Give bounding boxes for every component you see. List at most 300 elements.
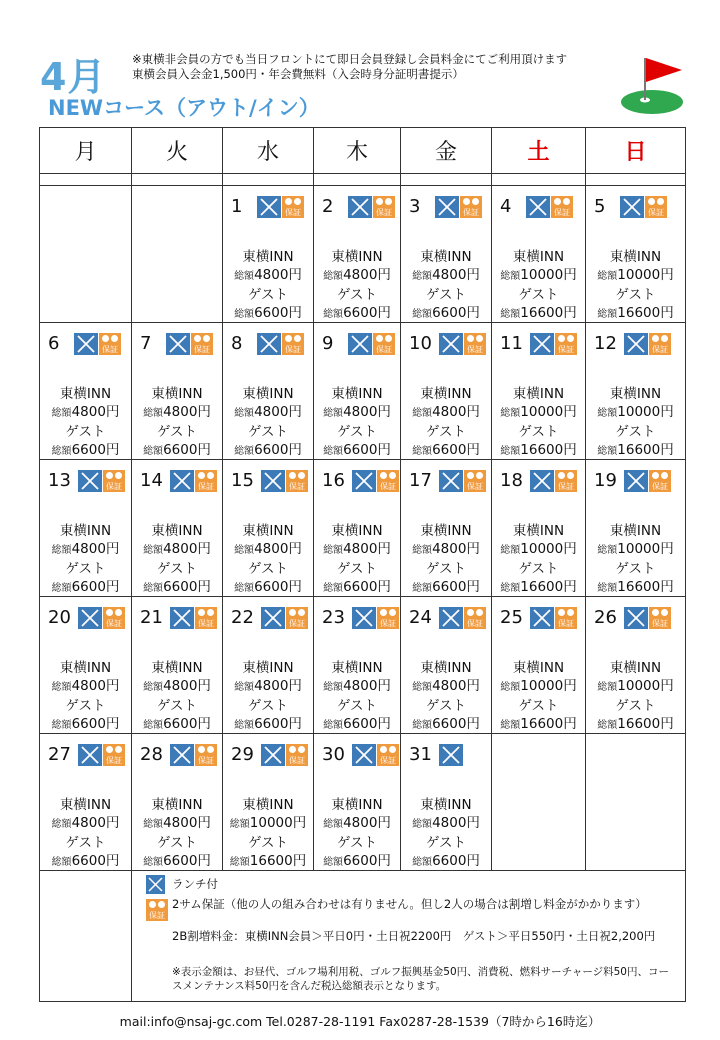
guest-label: ゲスト [615, 287, 656, 303]
fork-knife-icon [170, 470, 194, 492]
day-icons [352, 470, 399, 492]
guest-label: ゲスト [248, 424, 288, 440]
strip-cell [40, 174, 132, 186]
day-icons [261, 744, 308, 766]
day-icons [257, 333, 304, 355]
day-icons [348, 196, 395, 218]
day-cell[interactable] [492, 460, 586, 597]
two-smile-guarantee-icon: 保証 [377, 470, 399, 492]
day-cell[interactable] [40, 323, 132, 460]
two-smile-guarantee-icon: 保証 [464, 607, 486, 629]
day-prices [401, 385, 491, 461]
day-icons [435, 196, 482, 218]
day-cell[interactable] [401, 186, 492, 323]
note-line-2: 東横会員入会金1,500円・年会費無料（入会時身分証明書提示） [132, 67, 464, 81]
fork-knife-icon [348, 333, 372, 355]
two-smile-guarantee-icon: 保証 [373, 333, 395, 355]
day-icons [352, 607, 399, 629]
note-line-1: ※東横非会員の方でも当日フロントにて即日会員登録し会員料金にてご利用頂けます [132, 52, 568, 66]
legend [40, 869, 685, 1001]
day-number: 31 [409, 744, 432, 765]
member-price: 総額10000円 [500, 267, 577, 283]
guest-price: 総額6600円 [51, 716, 120, 732]
fork-knife-icon [439, 470, 463, 492]
guest-price: 総額6600円 [323, 579, 391, 595]
day-cell[interactable] [401, 323, 492, 460]
day-number: 2 [322, 196, 334, 217]
plan-name: 東横INN [59, 660, 112, 676]
day-cell[interactable] [586, 597, 685, 734]
day-prices [223, 522, 313, 598]
member-price: 総額4800円 [143, 678, 211, 694]
day-number: 6 [48, 333, 60, 354]
day-prices [314, 385, 400, 461]
calendar-week [40, 460, 685, 597]
plan-name: 東横INN [59, 797, 112, 813]
weekday-header: 月 [40, 128, 132, 174]
guest-price: 総額6600円 [51, 442, 120, 458]
day-icons [439, 607, 486, 629]
two-smile-guarantee-icon: 保証 [282, 196, 304, 218]
day-number: 27 [48, 744, 71, 765]
course-title: NEWコース（アウト/イン） [48, 96, 320, 120]
guest-price: 総額16600円 [597, 579, 674, 595]
day-number: 3 [409, 196, 421, 217]
two-smile-guarantee-icon: 保証 [286, 607, 308, 629]
two-smile-guarantee-icon: 保証 [146, 899, 168, 921]
fork-knife-icon [624, 470, 648, 492]
guest-label: ゲスト [426, 561, 466, 577]
day-icons [78, 744, 125, 766]
strip-cell [314, 174, 401, 186]
day-prices [314, 522, 400, 598]
day-prices [314, 659, 400, 735]
guest-label: ゲスト [157, 561, 197, 577]
guest-label: ゲスト [615, 698, 656, 714]
fork-knife-icon [74, 333, 98, 355]
day-icons [439, 333, 486, 355]
member-price: 総額4800円 [234, 678, 302, 694]
weekday-header: 木 [314, 128, 401, 174]
fork-knife-icon [439, 744, 463, 766]
day-cell[interactable] [132, 734, 223, 871]
day-cell[interactable] [586, 323, 685, 460]
fork-knife-icon [435, 196, 459, 218]
day-cell[interactable] [492, 186, 586, 323]
day-number: 17 [409, 470, 432, 491]
plan-name: 東横INN [242, 523, 294, 539]
plan-name: 東横INN [242, 660, 294, 676]
member-price: 総額4800円 [412, 404, 480, 420]
day-prices [492, 522, 585, 598]
day-icons [620, 196, 667, 218]
guest-label: ゲスト [518, 424, 559, 440]
day-number: 30 [322, 744, 345, 765]
guest-price: 総額6600円 [412, 579, 480, 595]
member-price: 総額10000円 [229, 815, 307, 831]
member-price: 総額4800円 [323, 815, 391, 831]
footer-contact: mail:info@nsaj-gc.com Tel.0287-28-1191 Fax0287-28-1539（7時から16時迄） [119, 1014, 601, 1029]
fork-knife-icon [352, 470, 376, 492]
day-number: 9 [322, 333, 334, 354]
member-price: 総額4800円 [234, 541, 302, 557]
two-smile-guarantee-icon: 保証 [99, 333, 121, 355]
plan-name: 東横INN [331, 386, 383, 402]
guest-price: 総額16600円 [597, 305, 674, 321]
weekday-header: 金 [401, 128, 492, 174]
day-number: 7 [140, 333, 152, 354]
fork-knife-icon [348, 196, 372, 218]
guest-label: ゲスト [337, 287, 377, 303]
fork-knife-icon [624, 607, 648, 629]
member-price: 総額4800円 [51, 541, 120, 557]
plan-name: 東横INN [59, 386, 112, 402]
fork-knife-icon [257, 333, 281, 355]
day-prices [40, 385, 131, 461]
two-smile-guarantee-icon: 保証 [555, 470, 577, 492]
day-cell[interactable] [314, 734, 401, 871]
guest-price: 総額6600円 [323, 442, 391, 458]
header-strip [40, 174, 685, 186]
fork-knife-icon [439, 333, 463, 355]
day-cell[interactable] [586, 186, 685, 323]
two-smile-guarantee-icon: 保証 [649, 607, 671, 629]
fork-knife-icon [624, 333, 648, 355]
day-cell[interactable] [223, 460, 314, 597]
guest-price: 総額6600円 [143, 579, 211, 595]
guest-label: ゲスト [65, 424, 106, 440]
guest-price: 総額16600円 [500, 716, 577, 732]
fork-knife-icon [261, 607, 285, 629]
day-cell[interactable] [223, 734, 314, 871]
day-cell[interactable] [401, 597, 492, 734]
day-prices [401, 248, 491, 324]
plan-name: 東横INN [242, 249, 294, 265]
guest-price: 総額6600円 [143, 442, 211, 458]
two-smile-guarantee-icon: 保証 [377, 607, 399, 629]
day-icons [530, 470, 577, 492]
day-number: 13 [48, 470, 71, 491]
calendar-grid [39, 127, 686, 1002]
guest-price: 総額16600円 [500, 305, 577, 321]
day-prices [586, 385, 685, 461]
strip-cell [223, 174, 314, 186]
legend-tax-note: ※表示金額は、お昼代、ゴルフ場利用税、ゴルフ振興基金50円、消費税、燃料サーチャージ料50円、コースメンテナンス料50円を含んだ税込総額表示となります。 [172, 966, 669, 992]
day-icons [74, 333, 121, 355]
month-title: 4月 [40, 55, 107, 99]
day-icons [624, 607, 671, 629]
guest-label: ゲスト [65, 561, 106, 577]
plan-name: 東横INN [242, 797, 294, 813]
member-price: 総額4800円 [412, 815, 480, 831]
membership-notes [132, 52, 567, 82]
day-cell[interactable] [132, 597, 223, 734]
weekday-header: 土 [492, 128, 586, 174]
member-price: 総額4800円 [412, 541, 480, 557]
day-prices [223, 796, 313, 872]
day-cell[interactable] [314, 460, 401, 597]
day-cell[interactable] [586, 460, 685, 597]
guest-label: ゲスト [426, 835, 466, 851]
day-icons [170, 744, 217, 766]
guest-price: 総額16600円 [597, 716, 674, 732]
two-smile-guarantee-icon: 保証 [195, 470, 217, 492]
empty-cell [132, 186, 223, 323]
guest-label: ゲスト [518, 561, 559, 577]
two-smile-guarantee-icon: 保証 [464, 333, 486, 355]
guest-label: ゲスト [337, 835, 377, 851]
day-prices [132, 796, 222, 872]
two-smile-guarantee-icon: 保証 [645, 196, 667, 218]
plan-name: 東横INN [512, 523, 565, 539]
guest-label: ゲスト [426, 424, 466, 440]
day-number: 12 [594, 333, 617, 354]
guest-label: ゲスト [426, 698, 466, 714]
plan-name: 東横INN [609, 249, 662, 265]
weekday-header-row [40, 128, 685, 174]
day-cell[interactable] [40, 734, 132, 871]
member-price: 総額4800円 [323, 267, 391, 283]
day-icons [261, 470, 308, 492]
plan-name: 東横INN [512, 386, 565, 402]
plan-name: 東横INN [331, 660, 383, 676]
day-number: 4 [500, 196, 512, 217]
day-icons [257, 196, 304, 218]
day-prices [40, 796, 131, 872]
fork-knife-icon [257, 196, 281, 218]
two-smile-guarantee-icon: 保証 [286, 470, 308, 492]
guest-label: ゲスト [248, 561, 288, 577]
member-price: 総額4800円 [412, 678, 480, 694]
day-number: 28 [140, 744, 163, 765]
plan-name: 東横INN [242, 386, 294, 402]
strip-cell [401, 174, 492, 186]
day-icons [439, 470, 486, 492]
guest-price: 総額6600円 [323, 853, 391, 869]
fork-knife-icon [78, 744, 102, 766]
day-number: 29 [231, 744, 254, 765]
legend-content [132, 869, 685, 1001]
fork-knife-icon [261, 470, 285, 492]
guest-label: ゲスト [615, 561, 656, 577]
guest-price: 総額6600円 [323, 305, 391, 321]
day-icons [166, 333, 213, 355]
legend-guarantee-text: 2サム保証（他の人の組み合わせは有りません。但し2人の場合は割増し料金がかかります） [172, 897, 647, 911]
day-prices [132, 385, 222, 461]
day-icons [352, 744, 399, 766]
member-price: 総額4800円 [323, 404, 391, 420]
two-smile-guarantee-icon: 保証 [460, 196, 482, 218]
golf-flag-icon [620, 52, 686, 118]
day-prices [223, 385, 313, 461]
day-prices [401, 522, 491, 598]
day-cell[interactable] [223, 186, 314, 323]
day-icons [530, 607, 577, 629]
guest-price: 総額6600円 [234, 442, 302, 458]
guest-label: ゲスト [157, 424, 197, 440]
day-cell[interactable] [314, 323, 401, 460]
member-price: 総額4800円 [51, 815, 120, 831]
day-prices [492, 248, 585, 324]
day-cell[interactable] [223, 597, 314, 734]
member-price: 総額10000円 [597, 678, 674, 694]
guest-price: 総額16600円 [500, 442, 577, 458]
guest-label: ゲスト [157, 698, 197, 714]
day-number: 10 [409, 333, 432, 354]
day-cell[interactable] [223, 323, 314, 460]
day-icons [170, 470, 217, 492]
day-icons [624, 333, 671, 355]
member-price: 総額10000円 [500, 678, 577, 694]
guest-label: ゲスト [518, 287, 559, 303]
guest-label: ゲスト [65, 835, 106, 851]
day-cell[interactable] [132, 323, 223, 460]
two-smile-guarantee-icon: 保証 [464, 470, 486, 492]
guest-label: ゲスト [337, 561, 377, 577]
legend-left-column [40, 869, 132, 1001]
day-number: 15 [231, 470, 254, 491]
guest-label: ゲスト [248, 835, 288, 851]
day-cell[interactable] [492, 323, 586, 460]
fork-knife-icon [439, 607, 463, 629]
two-smile-guarantee-icon: 保証 [373, 196, 395, 218]
calendar-week [40, 597, 685, 734]
fork-knife-icon [530, 470, 554, 492]
member-price: 総額10000円 [597, 267, 674, 283]
fork-knife-icon [526, 196, 550, 218]
day-prices [586, 659, 685, 735]
two-smile-guarantee-icon: 保証 [103, 470, 125, 492]
day-number: 26 [594, 607, 617, 628]
member-price: 総額4800円 [51, 404, 120, 420]
day-number: 11 [500, 333, 523, 354]
fork-knife-icon [620, 196, 644, 218]
day-number: 22 [231, 607, 254, 628]
guest-price: 総額16600円 [500, 579, 577, 595]
guest-price: 総額6600円 [412, 305, 480, 321]
plan-name: 東横INN [151, 660, 203, 676]
day-number: 24 [409, 607, 432, 628]
guest-label: ゲスト [615, 424, 656, 440]
calendar-week [40, 323, 685, 460]
guest-price: 総額6600円 [51, 579, 120, 595]
guest-price: 総額6600円 [412, 853, 480, 869]
guest-price: 総額6600円 [323, 716, 391, 732]
empty-cell [40, 186, 132, 323]
day-prices [586, 522, 685, 598]
member-price: 総額10000円 [597, 541, 674, 557]
guest-label: ゲスト [157, 835, 197, 851]
day-number: 14 [140, 470, 163, 491]
guest-label: ゲスト [337, 424, 377, 440]
day-icons [348, 333, 395, 355]
member-price: 総額4800円 [51, 678, 120, 694]
empty-cell [586, 734, 685, 871]
day-cell[interactable] [40, 460, 132, 597]
fork-knife-icon [78, 607, 102, 629]
two-smile-guarantee-icon: 保証 [195, 607, 217, 629]
day-number: 18 [500, 470, 523, 491]
legend-surcharge-text: 2B割増料金：東横INN会員＞平日0円・土日祝2200円 ゲスト＞平日550円・土日祝2,200円 [172, 929, 656, 943]
strip-cell [586, 174, 685, 186]
day-prices [401, 659, 491, 735]
day-prices [132, 659, 222, 735]
day-number: 16 [322, 470, 345, 491]
two-smile-guarantee-icon: 保証 [103, 607, 125, 629]
guest-label: ゲスト [65, 698, 106, 714]
plan-name: 東横INN [59, 523, 112, 539]
plan-name: 東横INN [512, 660, 565, 676]
guest-price: 総額6600円 [234, 579, 302, 595]
plan-name: 東横INN [420, 249, 472, 265]
guest-price: 総額6600円 [143, 716, 211, 732]
day-prices [492, 385, 585, 461]
plan-name: 東横INN [512, 249, 565, 265]
plan-name: 東横INN [420, 797, 472, 813]
day-prices [223, 248, 313, 324]
day-icons [526, 196, 573, 218]
two-smile-guarantee-icon: 保証 [282, 333, 304, 355]
day-cell[interactable] [314, 597, 401, 734]
day-cell[interactable] [492, 597, 586, 734]
member-price: 総額4800円 [143, 541, 211, 557]
two-smile-guarantee-icon: 保証 [551, 196, 573, 218]
day-cell[interactable] [401, 460, 492, 597]
day-number: 8 [231, 333, 243, 354]
calendar-week [40, 186, 685, 323]
member-price: 総額4800円 [143, 815, 211, 831]
member-price: 総額4800円 [323, 678, 391, 694]
day-prices [132, 522, 222, 598]
legend-lunch-text: ランチ付 [172, 877, 218, 891]
plan-name: 東横INN [609, 523, 662, 539]
member-price: 総額4800円 [412, 267, 480, 283]
day-number: 21 [140, 607, 163, 628]
day-icons [624, 470, 671, 492]
day-cell[interactable] [40, 597, 132, 734]
day-cell[interactable] [314, 186, 401, 323]
empty-cell [492, 734, 586, 871]
member-price: 総額10000円 [597, 404, 674, 420]
strip-cell [492, 174, 586, 186]
fork-knife-icon [170, 607, 194, 629]
weekday-header: 火 [132, 128, 223, 174]
day-number: 23 [322, 607, 345, 628]
two-smile-guarantee-icon: 保証 [286, 744, 308, 766]
plan-name: 東横INN [151, 523, 203, 539]
plan-name: 東横INN [609, 660, 662, 676]
guest-label: ゲスト [248, 698, 288, 714]
guest-price: 総額16600円 [229, 853, 307, 869]
day-prices [40, 522, 131, 598]
plan-name: 東横INN [331, 797, 383, 813]
day-number: 25 [500, 607, 523, 628]
fork-knife-icon [352, 607, 376, 629]
guest-price: 総額6600円 [234, 716, 302, 732]
guest-price: 総額6600円 [143, 853, 211, 869]
member-price: 総額10000円 [500, 541, 577, 557]
fork-knife-icon [352, 744, 376, 766]
day-number: 20 [48, 607, 71, 628]
day-cell[interactable] [132, 460, 223, 597]
member-price: 総額4800円 [234, 404, 302, 420]
day-number: 19 [594, 470, 617, 491]
guest-price: 総額6600円 [234, 305, 302, 321]
fork-knife-icon [78, 470, 102, 492]
day-prices [40, 659, 131, 735]
two-smile-guarantee-icon: 保証 [555, 333, 577, 355]
day-cell[interactable] [401, 734, 492, 871]
